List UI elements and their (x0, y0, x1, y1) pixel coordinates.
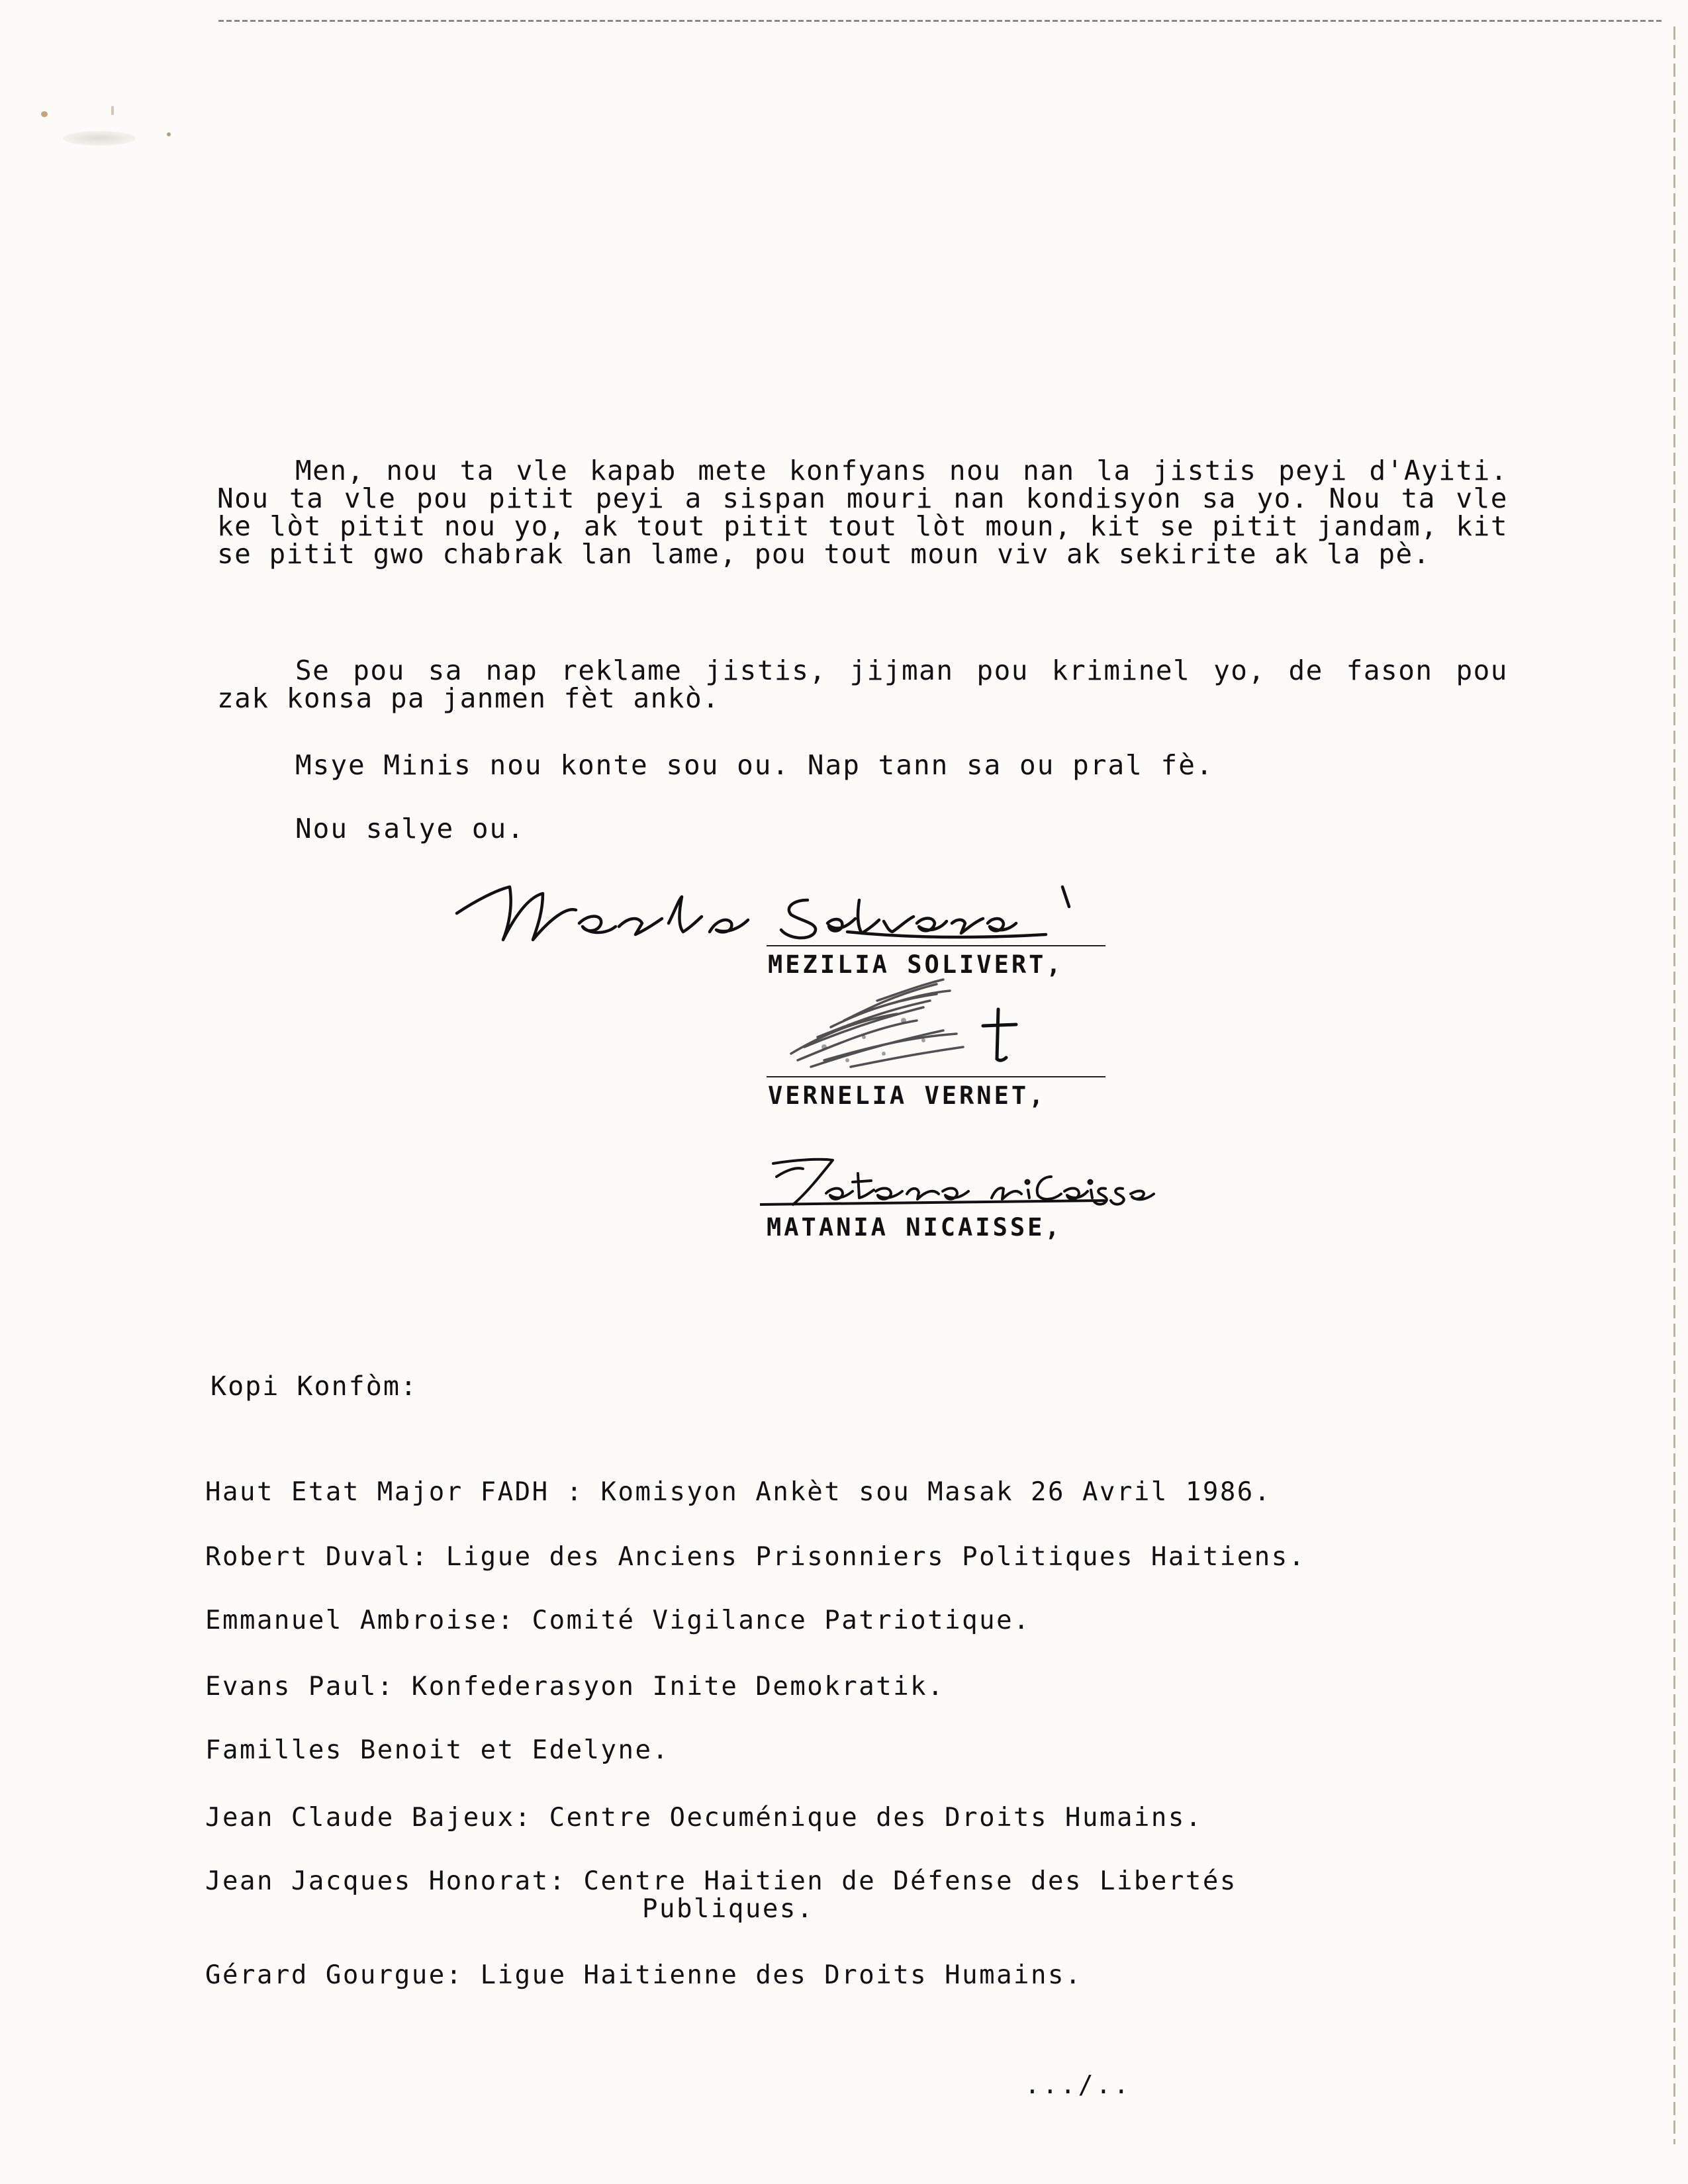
copy-recipient: Jean Jacques Honorat: Centre Haitien de Défense des Libertés (205, 1866, 1237, 1896)
copy-recipient: Haut Etat Major FADH : Komisyon Ankèt sou Masak 26 Avril 1986. (205, 1477, 1272, 1507)
paper-blemish (111, 106, 114, 115)
letter-paragraph-2: Se pou sa nap reklame jistis, jijman pou kriminel yo, de fason pou zak konsa pa janmen fèt ankò. (217, 655, 1508, 714)
copies-title: Kopi Konfòm: (211, 1371, 418, 1402)
copy-recipient: Robert Duval: Ligue des Anciens Prisonniers Politiques Haitiens. (205, 1542, 1306, 1572)
signature-line (767, 1076, 1105, 1077)
copy-recipient: Familles Benoit et Edelyne. (205, 1735, 670, 1765)
page-continuation-marker: .../.. (1025, 2070, 1132, 2099)
paper-blemish (41, 111, 48, 117)
copy-recipient-continuation: Publiques. (642, 1894, 814, 1924)
page-top-edge (218, 20, 1662, 22)
letter-paragraph-3: Msye Minis nou konte sou ou. Nap tann sa ou pral fè. (295, 749, 1214, 781)
copy-recipient: Evans Paul: Konfederasyon Inite Demokratik. (205, 1672, 945, 1702)
copy-recipient: Emmanuel Ambroise: Comité Vigilance Patriotique. (205, 1606, 1031, 1635)
cross-mark (980, 1006, 1019, 1066)
paper-crease (63, 131, 136, 146)
paper-blemish (167, 132, 171, 136)
signature-line (767, 945, 1105, 946)
page-right-edge (1673, 26, 1675, 2144)
letter-paragraph-1: Men, nou ta vle kapab mete konfyans nou nan la jistis peyi d'Ayiti. Nou ta vle pou pitit peyi a sispan mouri nan kondisyon sa yo. Nou ta vle ke lòt pitit nou yo, ak tout pitit tout lòt moun, kit se pitit jandam, kit se pitit gwo chabrak lan lame, pou tout moun viv ak sekirite ak la pè. (217, 455, 1508, 570)
signatory-name: MATANIA NICAISSE, (767, 1213, 1062, 1242)
signature-matania-nicaisse (760, 1150, 1157, 1210)
copy-recipient: Gérard Gourgue: Ligue Haitienne des Droits Humains. (205, 1960, 1082, 1990)
letter-closing: Nou salye ou. (295, 813, 525, 844)
copy-recipient: Jean Claude Bajeux: Centre Oecuménique des Droits Humains. (205, 1803, 1203, 1833)
signatory-name: MEZILIA SOLIVERT, (768, 950, 1064, 979)
signatory-name: VERNELIA VERNET, (768, 1081, 1047, 1110)
